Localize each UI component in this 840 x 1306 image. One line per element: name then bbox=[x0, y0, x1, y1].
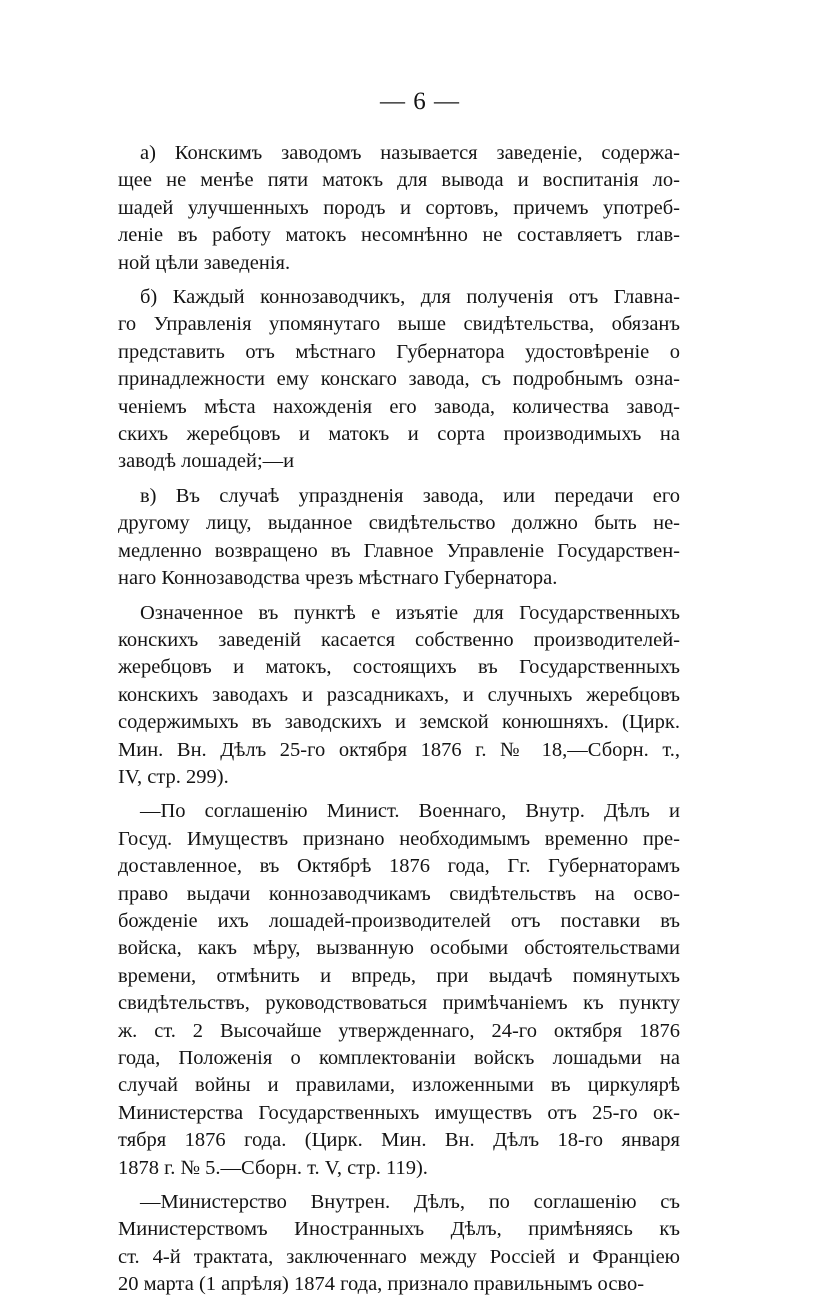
text-line: —По соглашенiю Минист. Военнаго, Внутр. Дѣлъ и bbox=[140, 800, 680, 823]
text-line: скихъ жеребцовъ и матокъ и сорта производимыхъ на bbox=[118, 423, 680, 446]
text-line: Министерства Государственныхъ имуществъ отъ 25-го ок- bbox=[118, 1101, 680, 1124]
text-line: щее не менѣе пяти матокъ для вывода и воспитанiя ло- bbox=[118, 169, 680, 192]
text-line: 20 марта (1 апрѣля) 1874 года, признало правильнымъ осво- bbox=[118, 1273, 645, 1296]
paragraph-b bbox=[118, 284, 680, 476]
text-line: ной цѣли заведенiя. bbox=[118, 251, 291, 274]
text-line: шадей улучшенныхъ породъ и сортовъ, причемъ употреб- bbox=[118, 196, 680, 219]
text-line: войска, какъ мѣру, вызванную особыми обстоятельствами bbox=[118, 937, 680, 960]
paragraph-v bbox=[118, 483, 680, 593]
text-line: другому лицу, выданное свидѣтельство должно быть не- bbox=[118, 512, 680, 535]
text-line: конскихъ заводахъ и разсадникахъ, и случныхъ жеребцовъ bbox=[118, 683, 680, 706]
text-line: тября 1876 года. (Цирк. Мин. Вн. Дѣлъ 18-го января bbox=[118, 1129, 680, 1152]
paragraph-po-soglasheniyu bbox=[118, 798, 680, 1182]
text-line: право выдачи коннозаводчикамъ свидѣтельствъ на осво- bbox=[118, 882, 680, 905]
text-line: го Управленiя упомянутаго выше свидѣтельства, обязанъ bbox=[118, 313, 680, 336]
text-line: в) Въ случаѣ упраздненiя завода, или передачи его bbox=[140, 484, 680, 507]
text-line: свидѣтельствъ, руководствоваться примѣчанiемъ къ пункту bbox=[118, 992, 680, 1015]
text-body bbox=[118, 140, 680, 1306]
text-line: а) Конскимъ заводомъ называется заведенiе, содержа- bbox=[140, 142, 680, 164]
text-line: Министерствомъ Иностранныхъ Дѣлъ, примѣняясь къ bbox=[118, 1218, 680, 1241]
text-line: медленно возвращено въ Главное Управленiе Государствен- bbox=[118, 539, 680, 562]
text-line: Означенное въ пунктѣ е изъятiе для Государственныхъ bbox=[140, 601, 680, 624]
text-line: наго Коннозаводства чрезъ мѣстнаго Губернатора. bbox=[118, 567, 558, 590]
text-line: ленiе въ работу матокъ несомнѣнно не составляетъ глав- bbox=[118, 224, 680, 247]
text-line: ст. 4-й трактата, заключеннаго между Россiей и Францiею bbox=[118, 1245, 680, 1268]
text-line: божденiе ихъ лошадей-производителей отъ поставки въ bbox=[118, 909, 680, 932]
text-line: жеребцовъ и матокъ, состоящихъ въ Государственныхъ bbox=[118, 656, 680, 679]
page-number: — 6 — bbox=[380, 88, 460, 115]
text-line: ченiемъ мѣста нахожденiя его завода, количества завод- bbox=[118, 395, 680, 418]
text-line: года, Положенiя о комплектованiи войскъ лошадьми на bbox=[118, 1047, 680, 1069]
paragraph-ministerstvo bbox=[118, 1189, 680, 1299]
text-line: Мин. Вн. Дѣлъ 25-го октября 1876 г. № 18,—Сборн. т., bbox=[118, 738, 680, 761]
text-line: заводѣ лошадей;—и bbox=[118, 450, 295, 473]
text-line: случай войны и правилами, изложенными въ циркулярѣ bbox=[118, 1074, 680, 1097]
text-line: ж. ст. 2 Высочайше утвержденнаго, 24-го октября 1876 bbox=[118, 1019, 680, 1042]
text-line: —Министерство Внутрен. Дѣлъ, по соглашенiю съ bbox=[140, 1191, 680, 1214]
text-line: содержимыхъ въ заводскихъ и земской конюшняхъ. (Цирк. bbox=[118, 711, 680, 734]
text-line: представить отъ мѣстнаго Губернатора удостовѣренiе о bbox=[118, 340, 680, 363]
text-line: доставленное, въ Октябрѣ 1876 года, Гг. Губернаторамъ bbox=[118, 855, 680, 878]
paragraph-a bbox=[118, 140, 680, 277]
paragraph-oznachennoe bbox=[118, 600, 680, 792]
text-line: Госуд. Имуществъ признано необходимымъ временно пре- bbox=[118, 827, 680, 850]
text-line: принадлежности ему конскаго завода, съ подробнымъ озна- bbox=[118, 368, 680, 391]
text-line: IV, стр. 299). bbox=[118, 765, 229, 788]
text-line: б) Каждый коннозаводчикъ, для полученiя отъ Главна- bbox=[140, 286, 680, 309]
text-line: конскихъ заведенiй касается собственно производителей- bbox=[118, 628, 680, 651]
text-line: времени, отмѣнить и впредь, при выдачѣ помянутыхъ bbox=[118, 964, 680, 987]
text-line: 1878 г. № 5.—Сборн. т. V, стр. 119). bbox=[118, 1156, 428, 1179]
